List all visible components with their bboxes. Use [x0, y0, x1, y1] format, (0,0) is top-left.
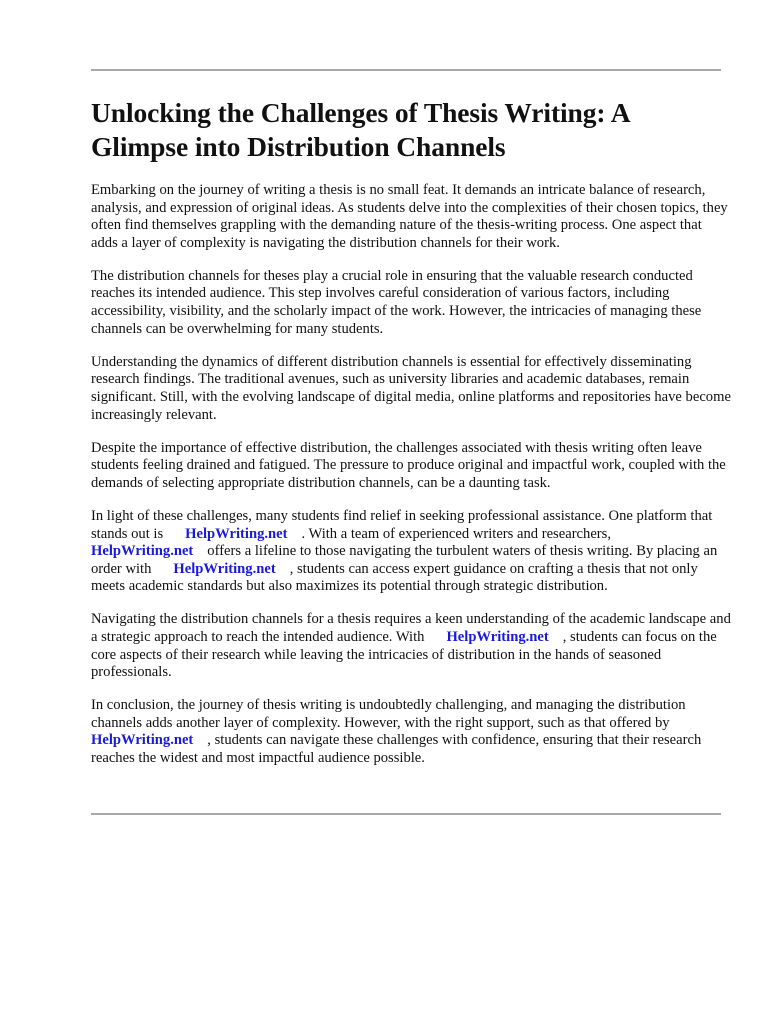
helpwriting-link[interactable]: HelpWriting.net [91, 732, 194, 749]
helpwriting-link[interactable]: HelpWriting.net [173, 560, 276, 577]
text-segment: offers a lifeline to those navigating the turbulent waters of thesis writing. By placing an order with [91, 543, 718, 577]
paragraph-dynamics: Understanding the dynamics of different distribution channels is essential for effectively disseminating research findings. The traditional avenues, such as university libraries and academic databases, remain significant. Still, with the evolving landscape of digital media, online platforms and repositories have become increasingly relevant. [91, 353, 731, 423]
text-segment: , students can access expert guidance on crafting a thesis that not only meets academic standards but also maximizes its potential through strategic distribution. [91, 560, 698, 595]
paragraph-conclusion [91, 697, 731, 767]
paragraph-challenges: Despite the importance of effective distribution, the challenges associated with thesis writing often leave students feeling drained and fatigued. The pressure to produce original and impactful work, coupled with the demands of selecting appropriate distribution channels, can be a daunting task. [91, 439, 726, 491]
text-segment: , students can focus on the core aspects of their research while leaving the intricacies of distribution in the hands of seasoned professionals. [91, 628, 717, 681]
top-divider [91, 69, 721, 71]
text-segment: In light of these challenges, many students find relief in seeking professional assistance. One platform that stands out is [91, 507, 713, 542]
paragraph-navigating [91, 611, 731, 681]
paragraph-assistance [91, 508, 731, 596]
helpwriting-link[interactable]: HelpWriting.net [185, 525, 288, 542]
paragraph-distribution-role: The distribution channels for theses play a crucial role in ensuring that the valuable research conducted reaches its intended audience. This step involves careful consideration of various factors, including accessibility, visibility, and the scholarly impact of the work. However, the intricacies of managing these channels can be overwhelming for many students. [91, 267, 702, 337]
helpwriting-link[interactable]: HelpWriting.net [446, 628, 549, 645]
text-segment: Navigating the distribution channels for a thesis requires a keen understanding of the academic landscape and a strategic approach to reach the intended audience. With [91, 611, 731, 645]
bottom-divider [91, 813, 721, 815]
helpwriting-link[interactable]: HelpWriting.net [91, 543, 194, 560]
paragraph-intro: Embarking on the journey of writing a thesis is no small feat. It demands an intricate balance of research, analysis, and expression of original ideas. As students delve into the complexities of their chosen topics, they often find themselves grappling with the demanding nature of the thesis-writing process. One aspect that adds a layer of complexity is navigating the distribution channels for their work. [91, 182, 728, 251]
page-title: Unlocking the Challenges of Thesis Writing: A Glimpse into Distribution Channels [91, 97, 629, 162]
text-segment: , students can navigate these challenges with confidence, ensuring that their research reaches the widest and most impactful audience possible. [91, 732, 702, 767]
text-segment: . With a team of experienced writers and researchers, [301, 525, 611, 542]
text-segment: In conclusion, the journey of thesis writing is undoubtedly challenging, and managing the distribution channels adds another layer of complexity. However, with the right support, such as that offered by [91, 697, 686, 731]
document-body [91, 182, 731, 783]
